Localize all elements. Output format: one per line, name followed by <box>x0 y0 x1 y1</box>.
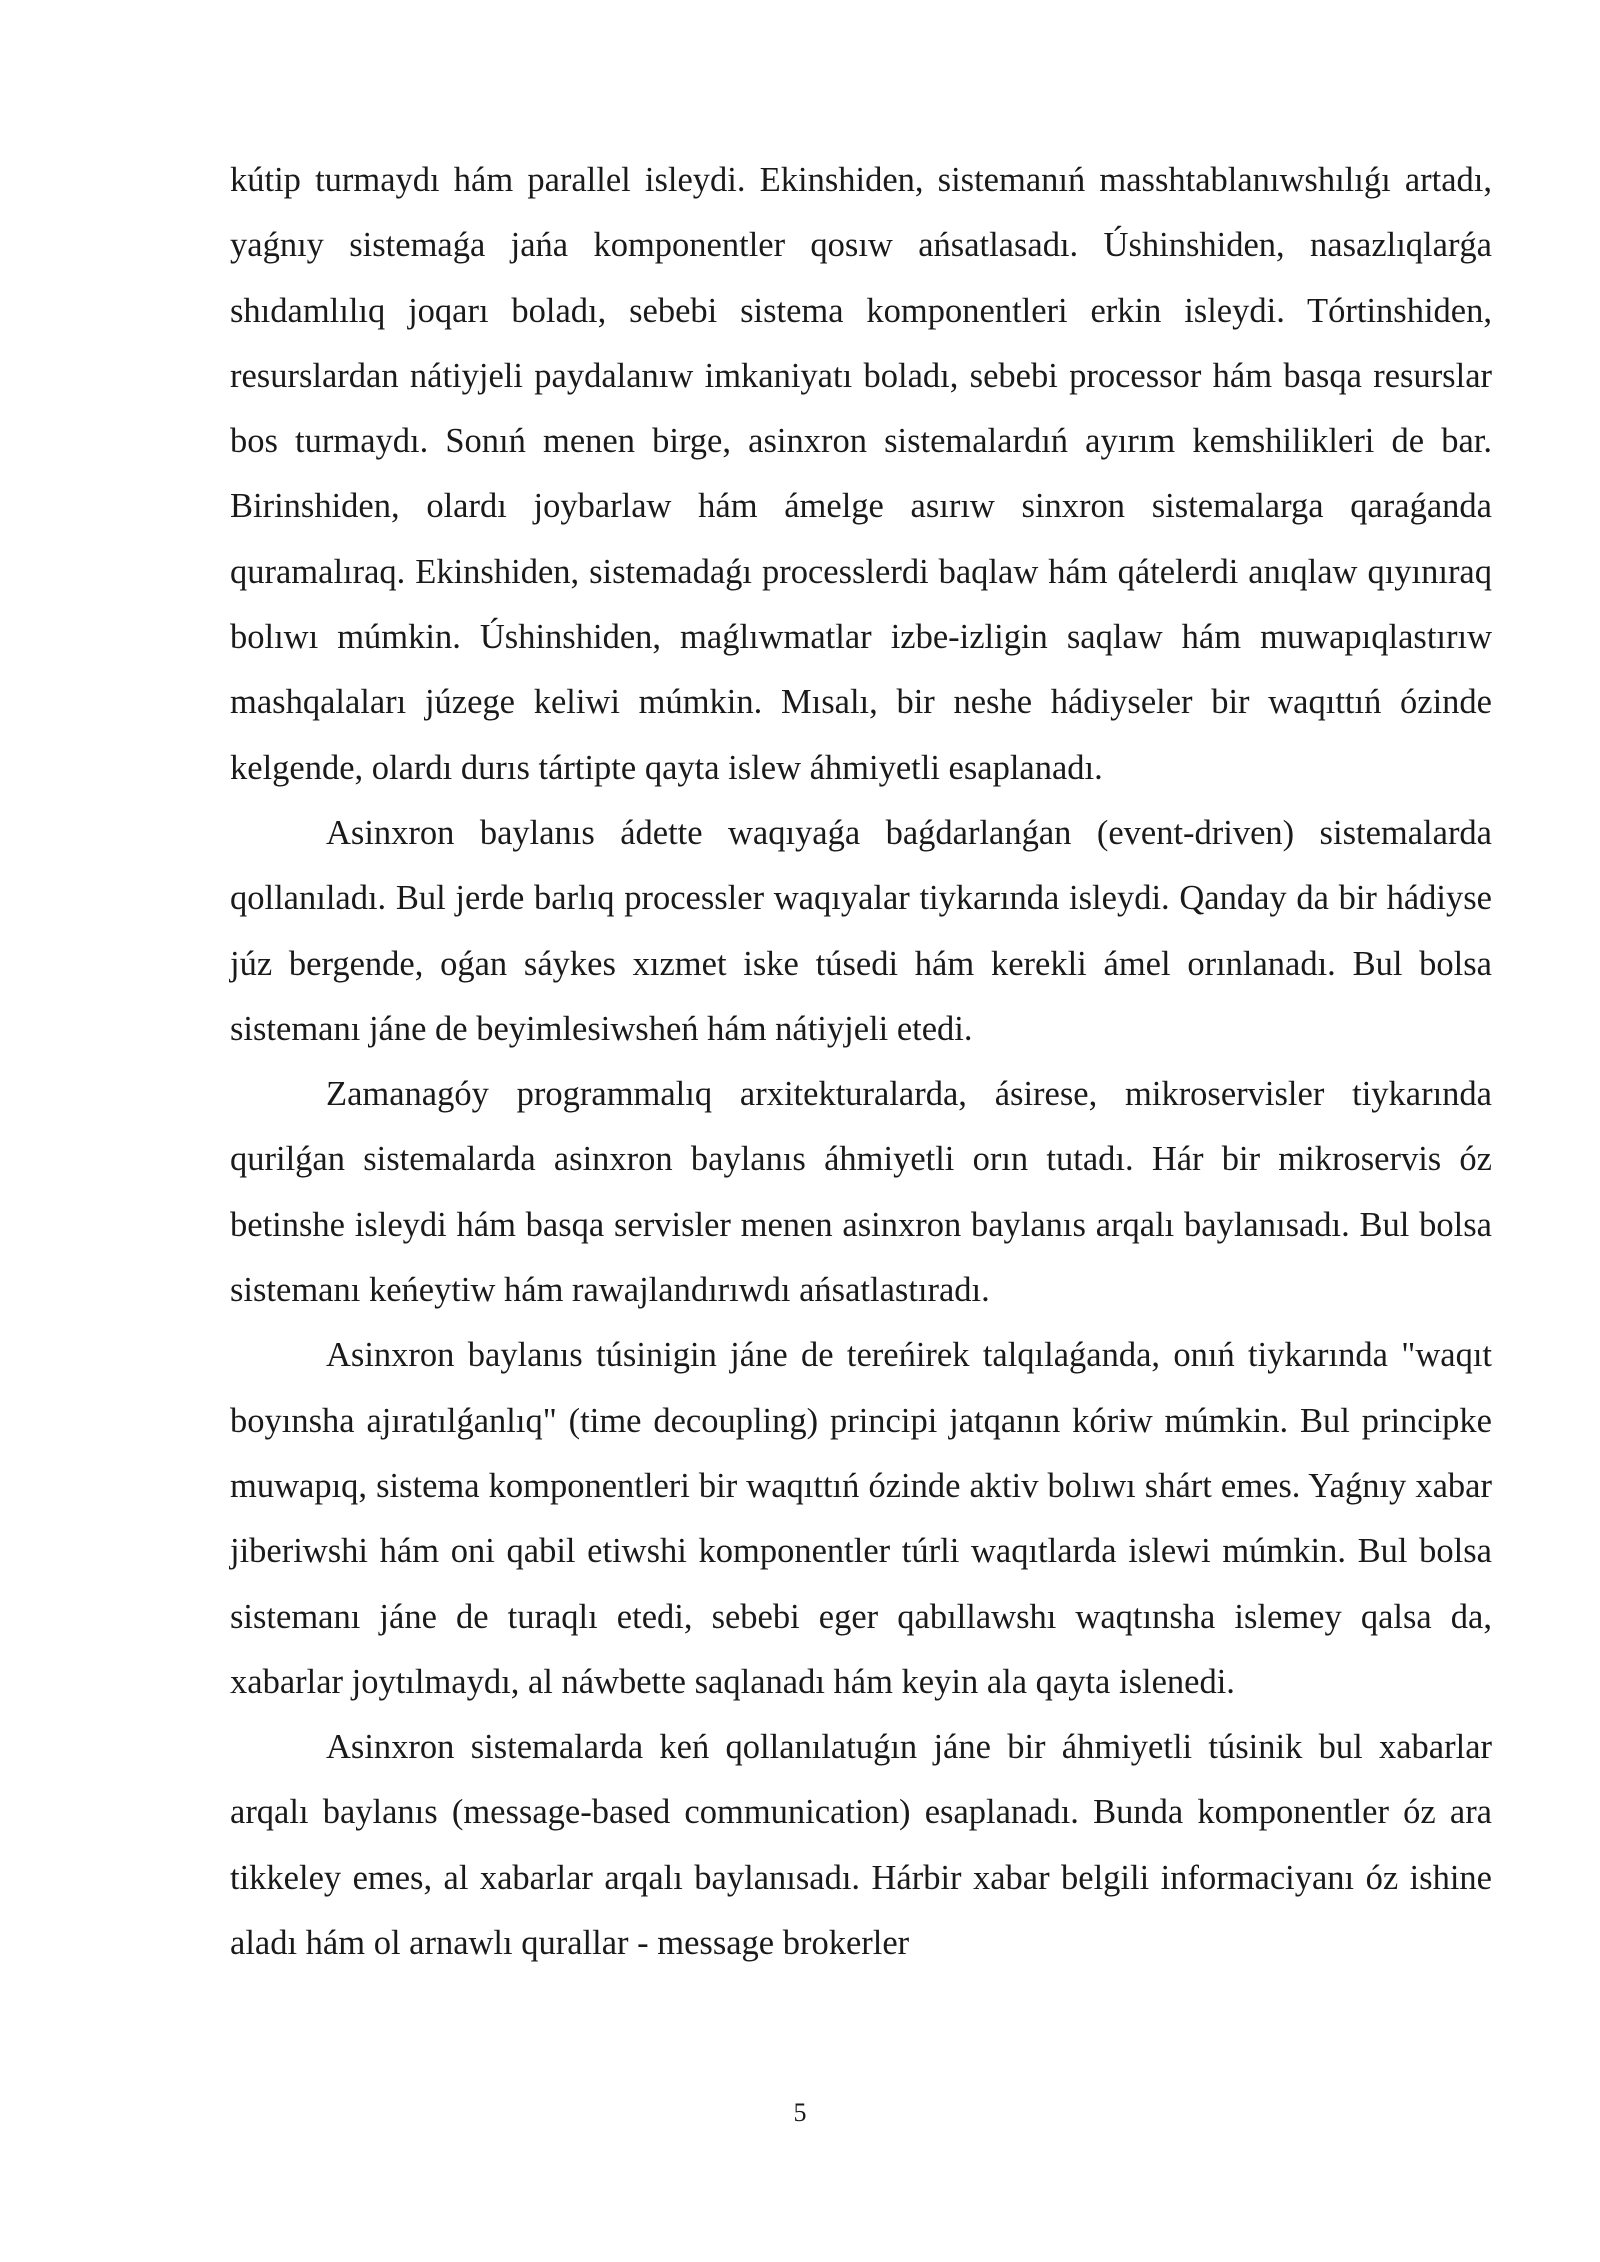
paragraph-5: Asinxron sistemalarda keń qollanılatuǵın jáne bir áhmiyetli túsinik bul xabarlar arqalı baylanıs (message-based communication) esaplanadı. Bunda komponentler óz ara tikkeley emes, al xabarlar arqalı baylanısadı. Hárbir xabar belgili informaciyanı óz ishine aladı hám ol arnawlı qurallar - message brokerler <box>230 1728 1492 1963</box>
paragraph-2: Asinxron baylanıs ádette waqıyaǵa baǵdarlanǵan (event-driven) sistemalarda qollanıladı. Bul jerde barlıq processler waqıyalar tiykarında isleydi. Qanday da bir hádiyse júz bergende, oǵan sáykes xızmet iske túsedi hám kerekli ámel orınlanadı. Bul bolsa sistemanı jáne de beyimlesiwsheń hám nátiyjeli etedi. <box>230 813 1492 1048</box>
paragraph-1: kútip turmaydı hám parallel isleydi. Ekinshiden, sistemanıń masshtablanıwshılıǵı artadı, yaǵnıy sistemaǵa jańa komponentler qosıw ańsatlasadı. Úshinshiden, nasazlıqlarǵa shıdamlılıq joqarı boladı, sebebi sistema komponentleri erkin isleydi. Tórtinshiden, resurslardan nátiyjeli paydalanıw imkaniyatı boladı, sebebi processor hám basqa resurslar bos turmaydı. Sonıń menen birge, asinxron sistemalardıń ayırım kemshilikleri de bar. Birinshiden, olardı joybarlaw hám ámelge asırıw sinxron sistemalarga qaraǵanda quramalıraq. Ekinshiden, sistemadaǵı processlerdi baqlaw hám qátelerdi anıqlaw qıyınıraq bolıwı múmkin. Úshinshiden, maǵlıwmatlar izbe-izligin saqlaw hám muwapıqlastırıw mashqalaları júzege keliwi múmkin. Mısalı, bir neshe hádiyseler bir waqıttıń ózinde kelgende, olardı durıs tártipte qayta islew áhmiyetli esaplanadı. <box>230 161 1492 787</box>
paragraph-4: Asinxron baylanıs túsinigin jáne de tereńirek talqılaǵanda, onıń tiykarında "waqıt boyınsha ajıratılǵanlıq" (time decoupling) principi jatqanın kóriw múmkin. Bul principke muwapıq, sistema komponentleri bir waqıttıń ózinde aktiv bolıwı shárt emes. Yaǵnıy xabar jiberiwshi hám oni qabil etiwshi komponentler túrli waqıtlarda islewi múmkin. Bul bolsa sistemanı jáne de turaqlı etedi, sebebi eger qabıllawshı waqtınsha islemey qalsa da, xabarlar joytılmaydı, al náwbette saqlanadı hám keyin ala qayta islenedi. <box>230 1336 1492 1701</box>
paragraph-3: Zamanagóy programmalıq arxitekturalarda, ásirese, mikroservisler tiykarında qurilǵan sistemalarda asinxron baylanıs áhmiyetli orın tutadı. Hár bir mikroservis óz betinshe isleydi hám basqa servisler menen asinxron baylanıs arqalı baylanısadı. Bul bolsa sistemanı keńeytiw hám rawajlandırıwdı ańsatlastıradı. <box>230 1075 1492 1310</box>
document-body <box>230 148 1492 1976</box>
page-number: 5 <box>793 2098 807 2127</box>
